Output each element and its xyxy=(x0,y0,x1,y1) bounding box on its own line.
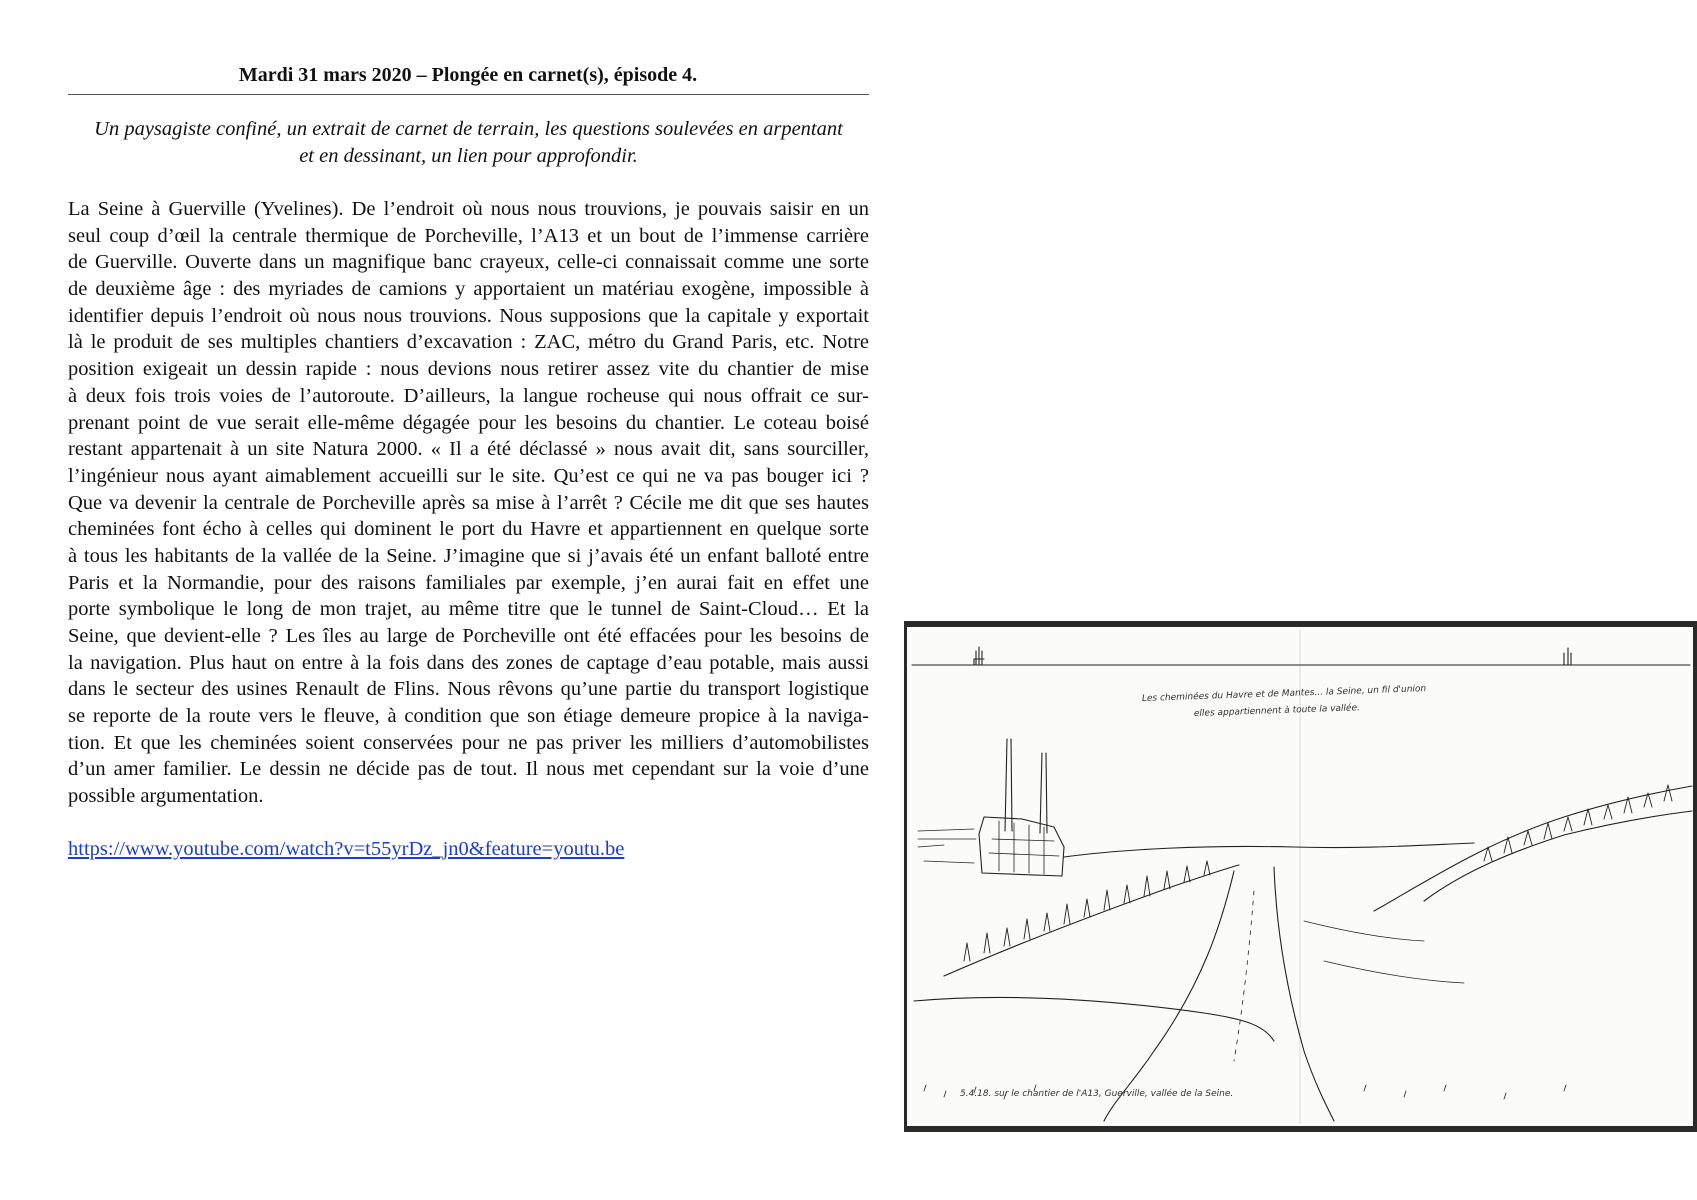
body-line: seul coup d’œil la centrale thermique de Porcheville, l’A13 et un bout de l’immense carrière xyxy=(68,224,869,247)
youtube-link[interactable]: https://www.youtube.com/watch?v=t55yrDz_jn0&feature=youtu.be xyxy=(68,838,625,860)
body-line: La Seine à Guerville (Yvelines). De l’endroit où nous nous trouvions, je pouvais saisir en un xyxy=(68,198,869,220)
body-line: position exigeait un dessin rapide : nous devions nous retirer assez vite du chantier de mise xyxy=(68,358,869,381)
body-line: là le produit de ses multiples chantiers d’excavation : ZAC, métro du Grand Paris, etc. Notre xyxy=(68,331,869,354)
body-line: de deuxième âge : des myriades de camions y apportaient un matériau exogène, impossible à xyxy=(68,278,869,301)
subtitle-line: Un paysagiste confiné, un extrait de carnet de terrain, les questions soulevées en arpentant xyxy=(94,118,843,140)
body-line: tion. Et que les cheminées soient conservées pour ne pas priver les milliers d’automobilistes xyxy=(68,731,869,754)
body-paragraph xyxy=(68,196,869,810)
body-line: Paris et la Normandie, pour des raisons familiales par exemple, j’en aurai fait en effet une xyxy=(68,571,869,594)
body-line: l’ingénieur nous ayant aimablement accueilli sur le site. Qu’est ce qui ne va pas bouger ici ? xyxy=(68,464,869,487)
sketch-annotation-top-2: elles appartiennent à toute la vallée. xyxy=(1193,703,1361,719)
body-line: se reporte de la route vers le fleuve, à condition que son étiage demeure propice à la naviga- xyxy=(68,705,869,728)
body-line: cheminées font écho à celles qui dominent le port du Havre et appartiennent en quelque sorte xyxy=(68,518,869,541)
body-line: prenant point de vue serait elle-même dégagée pour les besoins du chantier. Le coteau boisé xyxy=(68,411,869,434)
body-line: la navigation. Plus haut on entre à la fois dans des zones de captage d’eau potable, mais aussi xyxy=(68,651,869,674)
body-line: restant appartenait à un site Natura 2000. « Il a été déclassé » nous avait dit, sans sourciller, xyxy=(68,438,869,461)
sketch-annotation-top: Les cheminées du Havre et de Mantes... la Seine, un fil d'union xyxy=(1141,684,1427,704)
body-line: à tous les habitants de la vallée de la Seine. J’imagine que si j’avais été un enfant balloté entre xyxy=(68,544,869,567)
title-divider xyxy=(68,94,869,95)
body-line: identifier depuis l’endroit où nous nous trouvions. Nous supposions que la capitale y exportait xyxy=(68,304,869,327)
subtitle xyxy=(68,116,869,170)
body-line: à deux fois trois voies de l’autoroute. D’ailleurs, la langue rocheuse qui nous offrait ce sur- xyxy=(68,384,869,407)
subtitle-line: et en dessinant, un lien pour approfondir. xyxy=(299,145,638,167)
body-line: de Guerville. Ouverte dans un magnifique banc crayeux, celle-ci connaissait comme une sorte xyxy=(68,251,869,274)
body-line: possible argumentation. xyxy=(68,785,264,808)
sketch-caption: 5.4.18. sur le chantier de l'A13, Guerville, vallée de la Seine. xyxy=(960,1089,1234,1099)
body-line: porte symbolique le long de mon trajet, au même titre que le tunnel de Saint-Cloud… Et la xyxy=(68,598,869,621)
body-line: d’un amer familier. Le dessin ne décide pas de tout. Il nous met cependant sur la voie d’une xyxy=(68,758,869,781)
body-line: Que va devenir la centrale de Porcheville après sa mise à l’arrêt ? Cécile me dit que ses hautes xyxy=(68,491,869,514)
body-line: Seine, que devient-elle ? Les îles au large de Porcheville ont été effacées pour les besoins de xyxy=(68,625,869,647)
sketchbook-drawing xyxy=(904,621,1697,1132)
page-title: Mardi 31 mars 2020 – Plongée en carnet(s), épisode 4. xyxy=(238,64,698,86)
body-line: dans le secteur des usines Renault de Flins. Nous rêvons qu’une partie du transport logistique xyxy=(68,678,869,701)
landscape-sketch xyxy=(904,621,1697,1132)
